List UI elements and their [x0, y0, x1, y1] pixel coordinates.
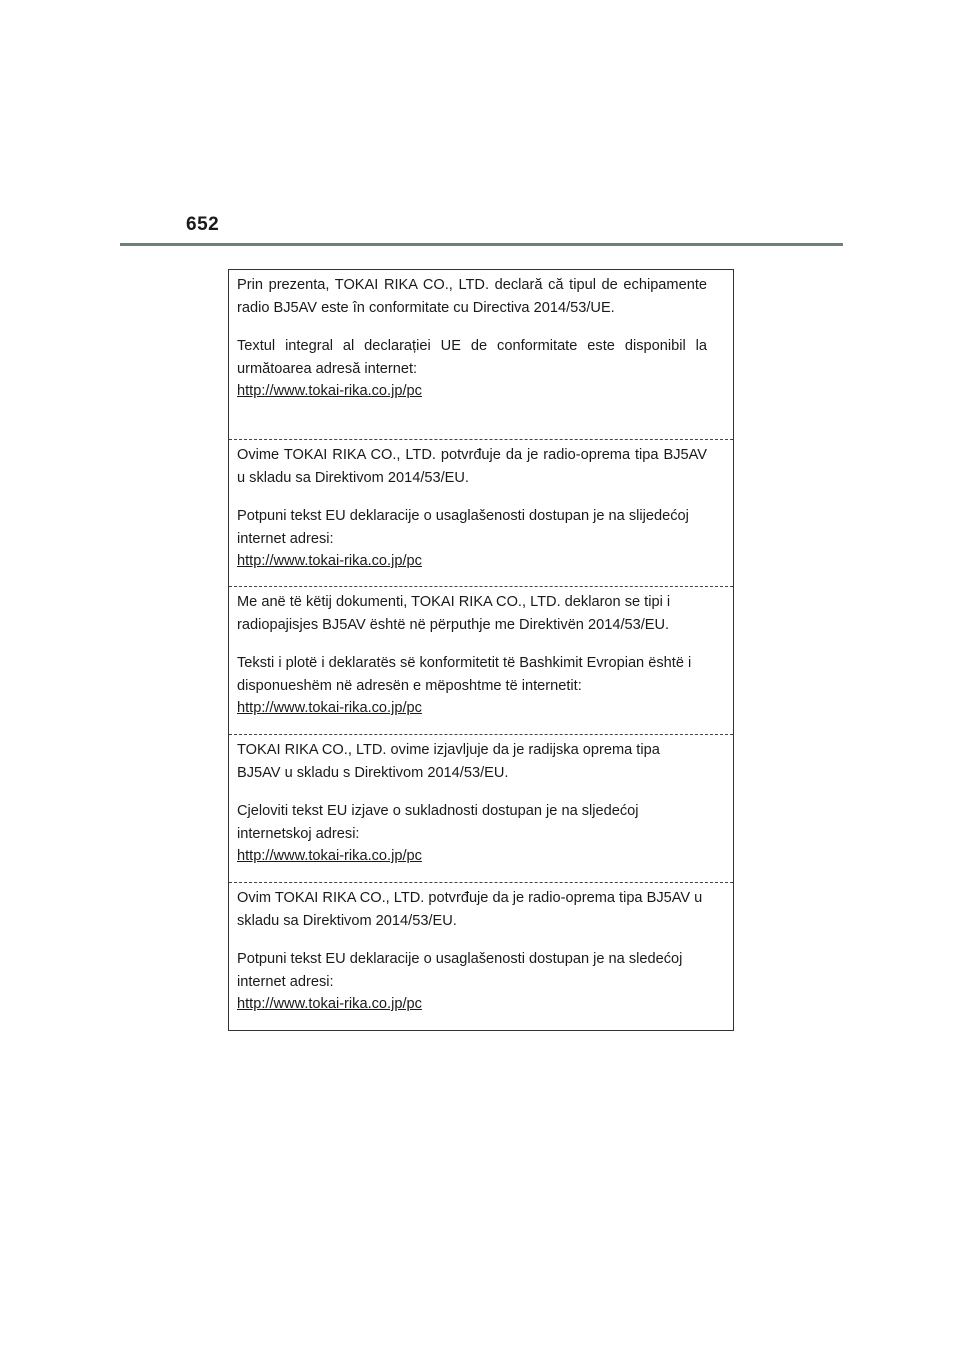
declaration-section-serbian [229, 883, 733, 1016]
declaration-section-croatian [229, 735, 733, 868]
declaration-statement: TOKAI RIKA CO., LTD. ovime izjavljuje da je radijska oprema tipa BJ5AV u skladu s Direktivom 2014/53/EU. [237, 742, 660, 781]
declaration-url-link[interactable]: http://www.tokai-rika.co.jp/pc [237, 996, 422, 1012]
declaration-statement: Ovime TOKAI RIKA CO., LTD. potvrđuje da je radio-oprema tipa BJ5AV u skladu sa Direktivom 2014/53/EU. [237, 447, 707, 486]
declaration-box [228, 269, 734, 1031]
declaration-statement: Me anë të këtij dokumenti, TOKAI RIKA CO., LTD. deklaron se tipi i radiopajisjes BJ5AV është në përputhje me Direktivën 2014/53/EU. [237, 594, 671, 633]
declaration-statement: Prin prezenta, TOKAI RIKA CO., LTD. declară că tipul de echipamente radio BJ5AV este în conformitate cu Directiva 2014/53/UE. [237, 277, 707, 316]
declaration-section-bosnian [229, 440, 733, 573]
declaration-url-link[interactable]: http://www.tokai-rika.co.jp/pc [237, 383, 422, 399]
declaration-fulltext-note: Potpuni tekst EU deklaracije o usaglašenosti dostupan je na slijedećoj internet adresi: [237, 508, 689, 547]
declaration-statement: Ovim TOKAI RIKA CO., LTD. potvrđuje da je radio-oprema tipa BJ5AV u skladu sa Direktivom 2014/53/EU. [237, 890, 703, 929]
declaration-section-romanian [229, 270, 733, 403]
declaration-url-link[interactable]: http://www.tokai-rika.co.jp/pc [237, 553, 422, 569]
declaration-fulltext-note: Cjeloviti tekst EU izjave o sukladnosti dostupan je na sljedećoj internetskoj adresi: [237, 803, 639, 842]
header-rule [120, 243, 843, 246]
declaration-url-link[interactable]: http://www.tokai-rika.co.jp/pc [237, 848, 422, 864]
declaration-url-link[interactable]: http://www.tokai-rika.co.jp/pc [237, 700, 422, 716]
declaration-fulltext-note: Potpuni tekst EU deklaracije o usaglašenosti dostupan je na sledećoj internet adresi: [237, 951, 683, 990]
declaration-fulltext-note: Teksti i plotë i deklaratës së konformitetit të Bashkimit Evropian është i disponueshëm në adresën e mëposhtme të internetit: [237, 655, 692, 694]
declaration-fulltext-note: Textul integral al declarației UE de conformitate este disponibil la următoarea adresă internet: [237, 338, 707, 377]
declaration-section-albanian [229, 587, 733, 720]
page-number: 652 [186, 214, 220, 235]
